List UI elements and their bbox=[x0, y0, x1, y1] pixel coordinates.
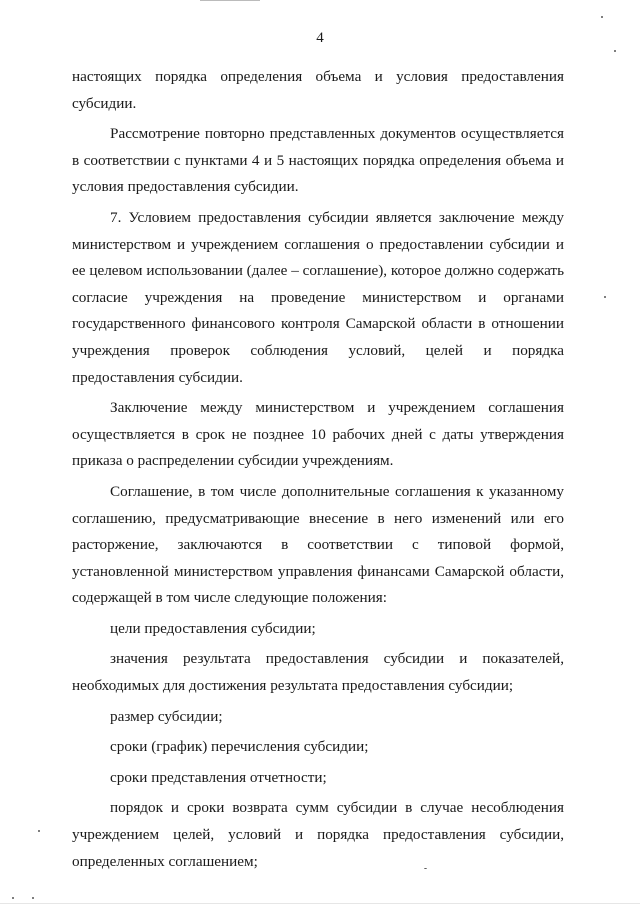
list-item: размер субсидии; bbox=[110, 707, 223, 725]
document-body bbox=[72, 64, 564, 875]
scan-speck bbox=[38, 830, 40, 832]
paragraph: Соглашение, в том числе дополнительные соглашения к указанному соглашению, предусматривающие внесение в него изменений или его расторжение, заключаются в соответствии с типовой формой, установленной министерством управления финансами Самарской области, содержащей в том числе следующие положения: bbox=[72, 482, 564, 607]
scan-speck bbox=[12, 897, 14, 899]
scan-speck bbox=[614, 50, 616, 52]
list-item: цели предоставления субсидии; bbox=[110, 619, 316, 637]
scan-speck bbox=[424, 868, 427, 869]
paragraph: настоящих порядка определения объема и условия предоставления субсидии. bbox=[72, 68, 564, 112]
list-item: сроки представления отчетности; bbox=[110, 768, 327, 786]
paragraph: Заключение между министерством и учреждением соглашения осуществляется в срок не позднее 10 рабочих дней с даты утверждения приказа о распределении субсидии учреждениям. bbox=[72, 399, 564, 470]
list-item: сроки (график) перечисления субсидии; bbox=[110, 738, 369, 756]
page-number: 4 bbox=[316, 30, 324, 46]
paragraph: 7. Условием предоставления субсидии является заключение между министерством и учреждением соглашения о предоставлении субсидии и ее целевом использовании (далее – соглашение), которое должно содержать согласие учреждения на проведение министерством и органами государственного финансового контроля Самарской области в отношении учреждения проверок соблюдения условий, целей и порядка предоставления субсидии. bbox=[72, 208, 564, 386]
list-item: значения результата предоставления субсидии и показателей, необходимых для достижения результата предоставления субсидии; bbox=[72, 650, 564, 695]
list-item: порядок и сроки возврата сумм субсидии в случае несоблюдения учреждением целей, условий и порядка предоставления субсидии, определенных соглашением; bbox=[72, 799, 564, 870]
paragraph: Рассмотрение повторно представленных документов осуществляется в соответствии с пунктами 4 и 5 настоящих порядка определения объема и условия предоставления субсидии. bbox=[72, 125, 564, 196]
scan-edge-mark bbox=[0, 903, 640, 904]
scan-speck bbox=[32, 897, 34, 899]
scan-speck bbox=[601, 16, 603, 18]
scan-edge-mark bbox=[200, 0, 260, 1]
scan-speck bbox=[604, 296, 606, 298]
